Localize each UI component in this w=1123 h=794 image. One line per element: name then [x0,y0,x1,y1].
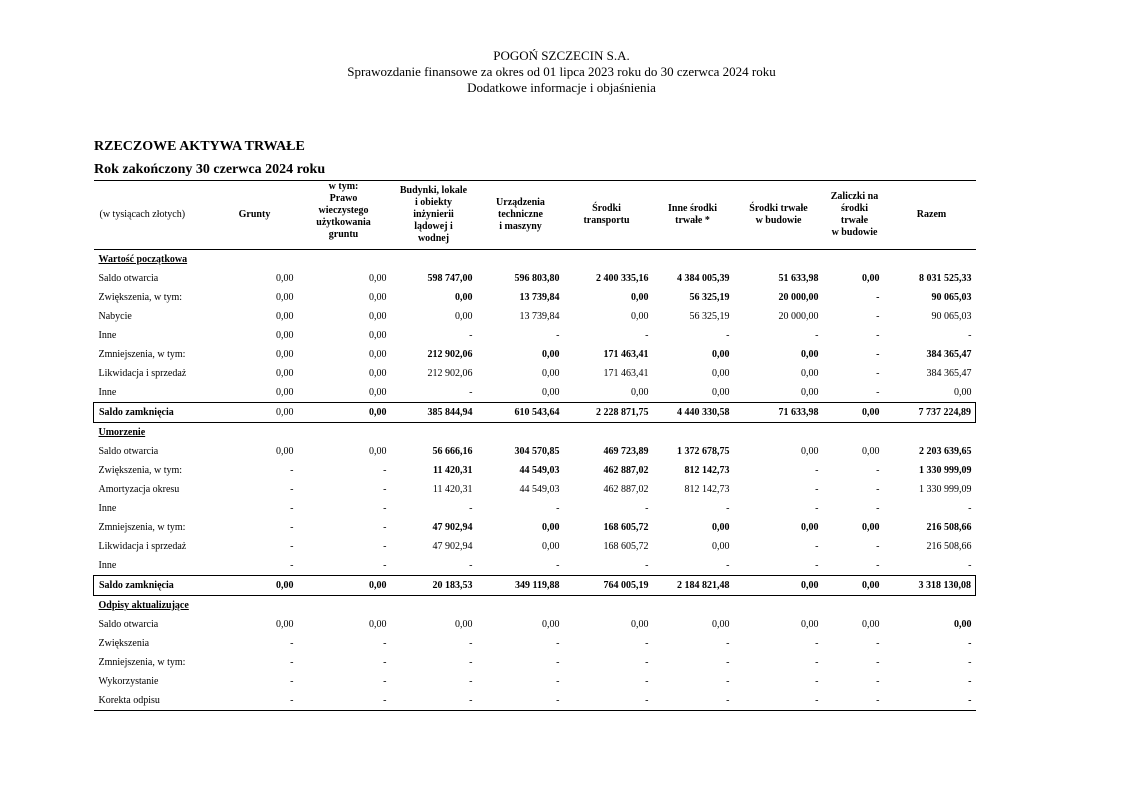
value-cell: 0,00 [631,311,649,322]
value-cell: 0,00 [369,349,387,360]
value-cell [564,423,650,443]
value-cell: 0,00 [276,311,294,322]
value-cell: 0,00 [542,368,560,379]
value-cell: - [469,330,473,341]
fixed-assets-table [93,180,976,711]
value-cell: - [815,503,819,514]
value-cell: 0,00 [801,368,819,379]
row-label: Saldo otwarcia [98,619,159,630]
value-cell: 0,00 [455,311,473,322]
period-title: Rok zakończony 30 czerwca 2024 roku [94,162,326,177]
other-assets-header: Inne środki trwałe * [650,181,736,250]
value-cell: - [815,465,819,476]
value-cell: - [290,503,294,514]
company-name: POGOŃ SZCZECIN S.A. [493,48,630,63]
value-cell: 0,00 [862,522,880,533]
value-cell: 0,00 [369,619,387,630]
value-cell: - [556,330,560,341]
value-cell: 0,00 [455,619,473,630]
total-header: Razem [888,181,976,250]
value-cell: - [876,349,880,360]
section-header-row [94,423,976,443]
table-row [94,537,976,556]
value-cell: - [968,560,972,571]
value-cell: 56 325,19 [689,311,730,322]
value-cell: 0,00 [712,522,730,533]
row-label: Zmniejszenia, w tym: [98,657,186,668]
row-label: Saldo zamknięcia [94,576,212,596]
value-cell [888,250,976,270]
row-label: Inne [98,560,117,571]
value-cell: - [726,676,730,687]
value-cell: - [212,691,298,711]
value-cell: 171 463,41 [603,349,649,360]
value-cell: - [556,503,560,514]
table-row [94,364,976,383]
value-cell: - [968,330,972,341]
closing-balance-row [94,403,976,423]
value-cell: - [876,311,880,322]
value-cell: - [383,657,387,668]
value-cell: - [469,503,473,514]
value-cell: 0,00 [369,292,387,303]
table-row [94,499,976,518]
value-cell: - [383,465,387,476]
value-cell: - [290,657,294,668]
value-cell: 0,00 [542,522,560,533]
value-cell: 462 887,02 [603,465,649,476]
value-cell: 0,00 [822,403,888,423]
row-label: Zmniejszenia, w tym: [98,522,186,533]
table-row [94,288,976,307]
row-label: Zwiększenia, w tym: [98,465,183,476]
value-cell: 0,00 [369,273,387,284]
value-cell: - [726,638,730,649]
value-cell: 0,00 [276,273,294,284]
value-cell: 0,00 [542,619,560,630]
value-cell [564,250,650,270]
value-cell: - [815,330,819,341]
value-cell: - [822,691,888,711]
value-cell: 47 902,94 [432,522,473,533]
value-cell: 0,00 [212,576,298,596]
value-cell [564,596,650,616]
table-row [94,480,976,499]
value-cell: 0,00 [801,619,819,630]
value-cell: - [469,387,473,398]
row-label: Inne [98,387,117,398]
value-cell: 90 065,03 [931,292,972,303]
value-cell: - [645,676,649,687]
value-cell: - [556,657,560,668]
value-cell: 11 420,31 [432,484,473,495]
value-cell: 0,00 [712,349,730,360]
table-row [94,518,976,537]
table-row [94,672,976,691]
machinery-header: Urządzenia techniczne i maszyny [478,181,564,250]
value-cell: 2 184 821,48 [650,576,736,596]
value-cell: - [726,503,730,514]
value-cell: 0,00 [276,349,294,360]
value-cell: - [390,691,478,711]
value-cell: 469 723,89 [603,446,649,457]
value-cell: - [556,676,560,687]
row-label: Inne [98,330,117,341]
table-header-row [94,181,976,250]
row-label: Umorzenie [98,427,146,438]
value-cell: 13 739,84 [519,292,560,303]
value-cell: 47 902,94 [432,541,473,552]
value-cell: 0,00 [369,446,387,457]
value-cell: 0,00 [369,330,387,341]
value-cell: 56 666,16 [432,446,473,457]
value-cell: - [645,638,649,649]
value-cell: - [645,657,649,668]
value-cell: 56 325,19 [689,292,730,303]
value-cell: - [290,560,294,571]
buildings-header: Budynki, lokale i obiekty inżynierii lądowej i wodnej [390,181,478,250]
value-cell: 168 605,72 [603,541,649,552]
value-cell [478,250,564,270]
table-row [94,634,976,653]
row-label: Zmniejszenia, w tym: [98,349,186,360]
value-cell: - [815,638,819,649]
value-cell [390,250,478,270]
value-cell: 3 318 130,08 [888,576,976,596]
value-cell: - [815,484,819,495]
table-row [94,691,976,711]
value-cell: 90 065,03 [931,311,972,322]
value-cell: - [290,676,294,687]
value-cell: - [736,691,822,711]
value-cell: 51 633,98 [778,273,819,284]
value-cell: 0,00 [712,368,730,379]
value-cell: 1 330 999,09 [919,465,972,476]
section-header-row [94,596,976,616]
value-cell: - [478,691,564,711]
value-cell: - [556,638,560,649]
row-label: Inne [98,503,117,514]
value-cell: 384 365,47 [926,349,972,360]
value-cell: 812 142,73 [684,484,730,495]
transport-header: Środki transportu [564,181,650,250]
value-cell: - [383,638,387,649]
value-cell [212,423,298,443]
value-cell: 212 902,06 [427,349,473,360]
value-cell: 0,00 [276,446,294,457]
value-cell: 44 549,03 [519,465,560,476]
value-cell: - [815,541,819,552]
advances-header: Zaliczki na środki trwałe w budowie [822,181,888,250]
value-cell [298,596,390,616]
value-cell: 610 543,64 [478,403,564,423]
value-cell: 304 570,85 [514,446,560,457]
value-cell [650,423,736,443]
table-row [94,326,976,345]
value-cell: 0,00 [631,387,649,398]
value-cell: 0,00 [712,387,730,398]
table-body [94,250,976,711]
value-cell: 0,00 [542,349,560,360]
row-label: Wartość początkowa [98,254,188,265]
value-cell: 0,00 [298,403,390,423]
value-cell: 2 228 871,75 [564,403,650,423]
value-cell: 0,00 [954,619,972,630]
value-cell: 0,00 [954,387,972,398]
value-cell: 8 031 525,33 [919,273,972,284]
value-cell: - [383,484,387,495]
row-label: Saldo zamknięcia [94,403,212,423]
value-cell: 0,00 [276,292,294,303]
value-cell: - [968,657,972,668]
row-label: Likwidacja i sprzedaż [98,368,187,379]
value-cell: - [876,560,880,571]
value-cell: 0,00 [712,619,730,630]
value-cell: 349 119,88 [478,576,564,596]
value-cell: 71 633,98 [736,403,822,423]
value-cell: - [888,691,976,711]
value-cell: - [726,330,730,341]
value-cell: 0,00 [862,273,880,284]
value-cell: - [726,560,730,571]
value-cell: - [469,638,473,649]
value-cell: 598 747,00 [427,273,473,284]
value-cell: 0,00 [542,387,560,398]
value-cell: - [383,560,387,571]
value-cell: - [564,691,650,711]
row-label: Wykorzystanie [98,676,159,687]
table-row [94,556,976,576]
value-cell: - [645,330,649,341]
value-cell: 0,00 [276,619,294,630]
value-cell: - [876,484,880,495]
value-cell: 1 330 999,09 [919,484,972,495]
value-cell: - [968,676,972,687]
closing-balance-row [94,576,976,596]
value-cell: - [815,560,819,571]
value-cell [888,596,976,616]
value-cell: - [876,638,880,649]
report-title: Sprawozdanie finansowe za okres od 01 lipca 2023 roku do 30 czerwca 2024 roku [347,64,776,79]
value-cell: 216 508,66 [926,541,972,552]
value-cell: 216 508,66 [926,522,972,533]
value-cell: 1 372 678,75 [677,446,730,457]
value-cell [822,423,888,443]
value-cell: 0,00 [712,541,730,552]
value-cell: 0,00 [801,387,819,398]
table-row [94,269,976,288]
value-cell: - [383,522,387,533]
value-cell [212,596,298,616]
value-cell: 20 000,00 [778,292,819,303]
value-cell: 0,00 [298,576,390,596]
value-cell [478,423,564,443]
value-cell: 764 005,19 [564,576,650,596]
value-cell: 0,00 [212,403,298,423]
value-cell: 4 440 330,58 [650,403,736,423]
value-cell: - [290,638,294,649]
value-cell: - [876,292,880,303]
value-cell: - [876,503,880,514]
value-cell: - [290,484,294,495]
value-cell: - [383,541,387,552]
value-cell: 4 384 005,39 [677,273,730,284]
section-header-row [94,250,976,270]
table-row [94,615,976,634]
row-label: Nabycie [98,311,132,322]
value-cell [390,596,478,616]
value-cell: 385 844,94 [390,403,478,423]
value-cell [298,250,390,270]
row-label: Likwidacja i sprzedaż [98,541,187,552]
value-cell: - [383,503,387,514]
construction-header: Środki trwałe w budowie [736,181,822,250]
value-cell: 168 605,72 [603,522,649,533]
value-cell: - [298,691,390,711]
value-cell [822,596,888,616]
value-cell [478,596,564,616]
table-row [94,653,976,672]
value-cell: - [650,691,736,711]
value-cell: - [290,541,294,552]
value-cell: 0,00 [276,330,294,341]
perpetual-usufruct-header: w tym: Prawo wieczystego użytkowania gruntu [298,181,390,250]
table-row [94,345,976,364]
value-cell: 0,00 [801,446,819,457]
value-cell: - [469,676,473,687]
value-cell: 212 902,06 [427,368,473,379]
value-cell: 596 803,80 [514,273,560,284]
value-cell: - [726,657,730,668]
table-row [94,442,976,461]
value-cell: 171 463,41 [603,368,649,379]
value-cell: - [876,330,880,341]
value-cell: 0,00 [276,368,294,379]
value-cell: 44 549,03 [519,484,560,495]
value-cell: 13 739,84 [519,311,560,322]
value-cell: - [876,676,880,687]
value-cell [736,596,822,616]
value-cell: 7 737 224,89 [888,403,976,423]
section-title: RZECZOWE AKTYWA TRWAŁE [94,139,305,154]
row-label: Amortyzacja okresu [98,484,180,495]
value-cell: - [968,638,972,649]
value-cell [736,423,822,443]
value-cell: - [876,465,880,476]
value-cell [822,250,888,270]
value-cell: - [469,560,473,571]
value-cell: - [876,657,880,668]
value-cell: - [815,657,819,668]
value-cell: - [469,657,473,668]
value-cell: - [815,676,819,687]
table-row [94,383,976,403]
value-cell [736,250,822,270]
value-cell [650,596,736,616]
value-cell: 2 203 639,65 [919,446,972,457]
value-cell: 0,00 [862,446,880,457]
value-cell: 812 142,73 [684,465,730,476]
value-cell: 0,00 [369,368,387,379]
report-subtitle: Dodatkowe informacje i objaśnienia [467,80,656,95]
value-cell: 0,00 [736,576,822,596]
value-cell: 11 420,31 [433,465,473,476]
table-row [94,307,976,326]
value-cell: 0,00 [801,349,819,360]
row-label: Odpisy aktualizujące [98,600,189,611]
value-cell: - [645,560,649,571]
value-cell: - [290,522,294,533]
value-cell [298,423,390,443]
land-header: Grunty [212,181,298,250]
value-cell [212,250,298,270]
value-cell: 0,00 [862,619,880,630]
value-cell: - [876,368,880,379]
value-cell: 0,00 [631,619,649,630]
value-cell: - [968,503,972,514]
row-label: Zwiększenia [98,638,150,649]
value-cell: - [383,676,387,687]
value-cell: 20 000,00 [778,311,819,322]
value-cell: 0,00 [369,387,387,398]
value-cell: 462 887,02 [603,484,649,495]
table-row [94,461,976,480]
value-cell: - [556,560,560,571]
value-cell: - [876,387,880,398]
value-cell: 0,00 [801,522,819,533]
value-cell [888,423,976,443]
row-label: Saldo otwarcia [98,273,159,284]
value-cell: 0,00 [369,311,387,322]
value-cell: 0,00 [822,576,888,596]
value-cell: 0,00 [276,387,294,398]
value-cell: - [876,541,880,552]
row-label: Zwiększenia, w tym: [98,292,183,303]
value-cell: 0,00 [455,292,473,303]
value-cell: - [645,503,649,514]
value-cell: 2 400 335,16 [596,273,649,284]
value-cell [390,423,478,443]
row-label: Saldo otwarcia [98,446,159,457]
value-cell: - [290,465,294,476]
value-cell: 384 365,47 [926,368,972,379]
value-cell [650,250,736,270]
row-label: Korekta odpisu [94,691,212,711]
units-header: (w tysiącach złotych) [94,181,212,250]
value-cell: 0,00 [542,541,560,552]
value-cell: 20 183,53 [390,576,478,596]
value-cell: 0,00 [631,292,649,303]
